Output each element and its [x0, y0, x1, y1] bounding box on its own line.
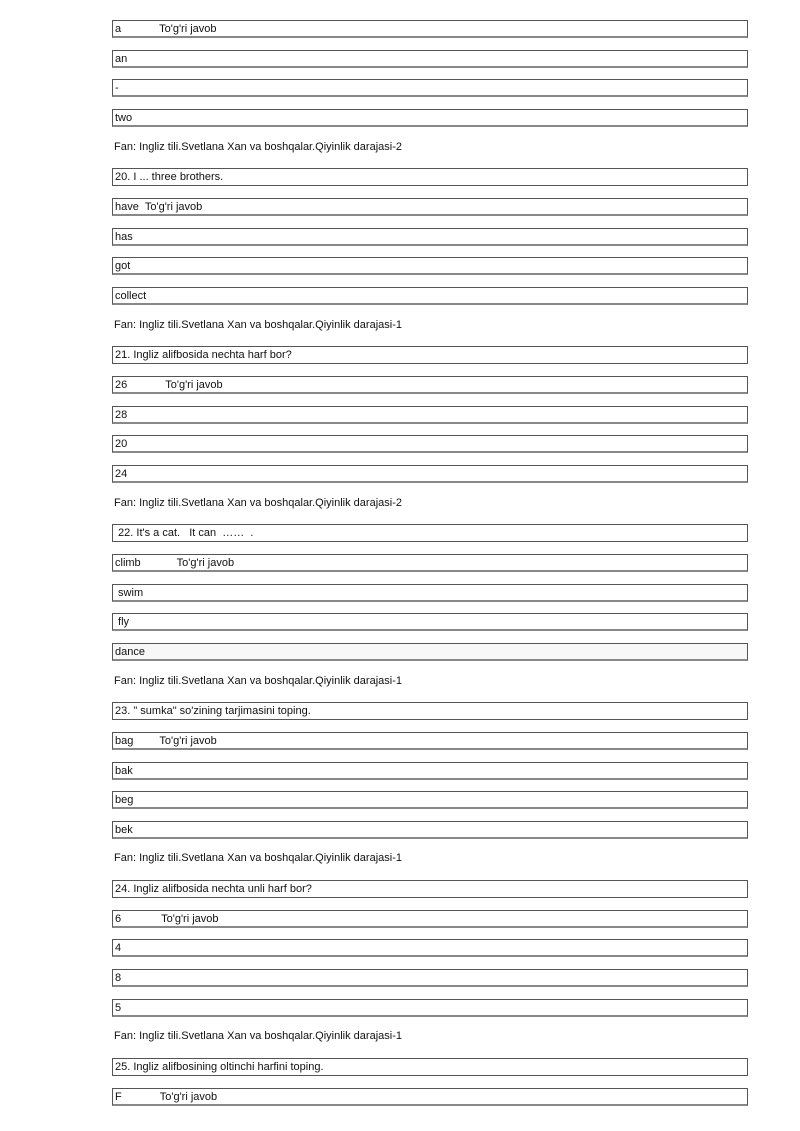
answer-option-box: [112, 50, 748, 68]
answer-option-box: [112, 1088, 748, 1106]
answer-option-text: an: [115, 52, 128, 65]
subject-meta-line: Fan: Ingliz tili.Svetlana Xan va boshqalar.Qiyinlik darajasi-1: [114, 318, 402, 331]
subject-meta-line: Fan: Ingliz tili.Svetlana Xan va boshqalar.Qiyinlik darajasi-2: [114, 140, 402, 153]
answer-option-box: [112, 584, 748, 602]
question-text: 25. Ingliz alifbosining oltinchi harfini toping.: [115, 1061, 324, 1074]
correct-answer-label: To'g'ri javob: [165, 378, 223, 391]
answer-option-box: [112, 939, 748, 957]
answer-option-box: [112, 791, 748, 809]
answer-option-box: [112, 257, 748, 275]
question-text: 22. It's a cat. It can …… .: [115, 527, 254, 540]
answer-option-text: 26: [115, 378, 128, 391]
correct-answer-label: To'g'ri javob: [144, 200, 203, 213]
question-text: 20. I ... three brothers.: [115, 171, 224, 184]
answer-option-text: dance: [115, 645, 145, 658]
answer-option-text: fly: [115, 616, 130, 629]
answer-option-box: [112, 109, 748, 127]
answer-option-text: has: [115, 230, 133, 243]
answer-option-box: [112, 821, 748, 839]
answer-option-box: [112, 198, 748, 216]
answer-option-text: collect: [115, 289, 147, 302]
correct-answer-label: To'g'ri javob: [161, 912, 219, 925]
answer-option-text: 20: [115, 438, 128, 451]
answer-option-box: [112, 465, 748, 483]
answer-option-box: [112, 20, 748, 38]
correct-answer-label: To'g'ri javob: [176, 556, 235, 569]
question-box: [112, 346, 748, 364]
correct-answer-label: To'g'ri javob: [159, 734, 217, 747]
question-box: [112, 702, 748, 720]
answer-option-text: have: [115, 200, 139, 213]
answer-option-text: swim: [115, 586, 144, 599]
subject-meta-line: Fan: Ingliz tili.Svetlana Xan va boshqalar.Qiyinlik darajasi-1: [114, 852, 402, 865]
answer-option-text: -: [115, 82, 119, 95]
question-text: 23. " sumka" so'zining tarjimasini toping.: [115, 705, 311, 718]
answer-option-box: [112, 969, 748, 987]
subject-meta-line: Fan: Ingliz tili.Svetlana Xan va boshqalar.Qiyinlik darajasi-1: [114, 1030, 402, 1043]
answer-option-text: 24: [115, 467, 128, 480]
question-box: [112, 880, 748, 898]
answer-option-text: two: [115, 111, 133, 124]
answer-option-box: [112, 228, 748, 246]
answer-option-text: a: [115, 23, 122, 35]
answer-option-text: got: [115, 260, 131, 273]
question-text: 24. Ingliz alifbosida nechta unli harf bor?: [115, 883, 312, 896]
subject-meta-line: Fan: Ingliz tili.Svetlana Xan va boshqalar.Qiyinlik darajasi-1: [114, 674, 402, 687]
answer-option-text: 8: [115, 972, 122, 985]
answer-option-box: [112, 376, 748, 394]
answer-option-box: [112, 79, 748, 97]
answer-option-text: F: [115, 1090, 122, 1103]
correct-answer-label: To'g'ri javob: [159, 1090, 218, 1103]
answer-option-box: [112, 554, 748, 572]
answer-option-box: [112, 435, 748, 453]
answer-option-text: 5: [115, 1001, 122, 1014]
answer-option-text: climb: [115, 556, 141, 569]
answer-option-box: [112, 910, 748, 928]
answer-option-text: bak: [115, 764, 133, 777]
answer-option-box: [112, 287, 748, 305]
answer-option-box: [112, 613, 748, 631]
answer-option-box: [112, 643, 748, 661]
answer-option-text: bag: [115, 734, 134, 747]
answer-option-box: [112, 999, 748, 1017]
answer-option-box: [112, 762, 748, 780]
answer-option-text: bek: [115, 823, 133, 836]
subject-meta-line: Fan: Ingliz tili.Svetlana Xan va boshqalar.Qiyinlik darajasi-2: [114, 496, 402, 509]
question-text: 21. Ingliz alifbosida nechta harf bor?: [115, 349, 292, 362]
question-box: [112, 168, 748, 186]
answer-option-text: 28: [115, 408, 128, 421]
correct-answer-label: To'g'ri javob: [159, 23, 217, 35]
answer-option-text: 4: [115, 942, 122, 955]
answer-option-box: [112, 406, 748, 424]
answer-option-text: 6: [115, 912, 122, 925]
question-box: [112, 1058, 748, 1076]
answer-option-text: beg: [115, 794, 134, 807]
question-box: [112, 524, 748, 542]
answer-option-box: [112, 732, 748, 750]
